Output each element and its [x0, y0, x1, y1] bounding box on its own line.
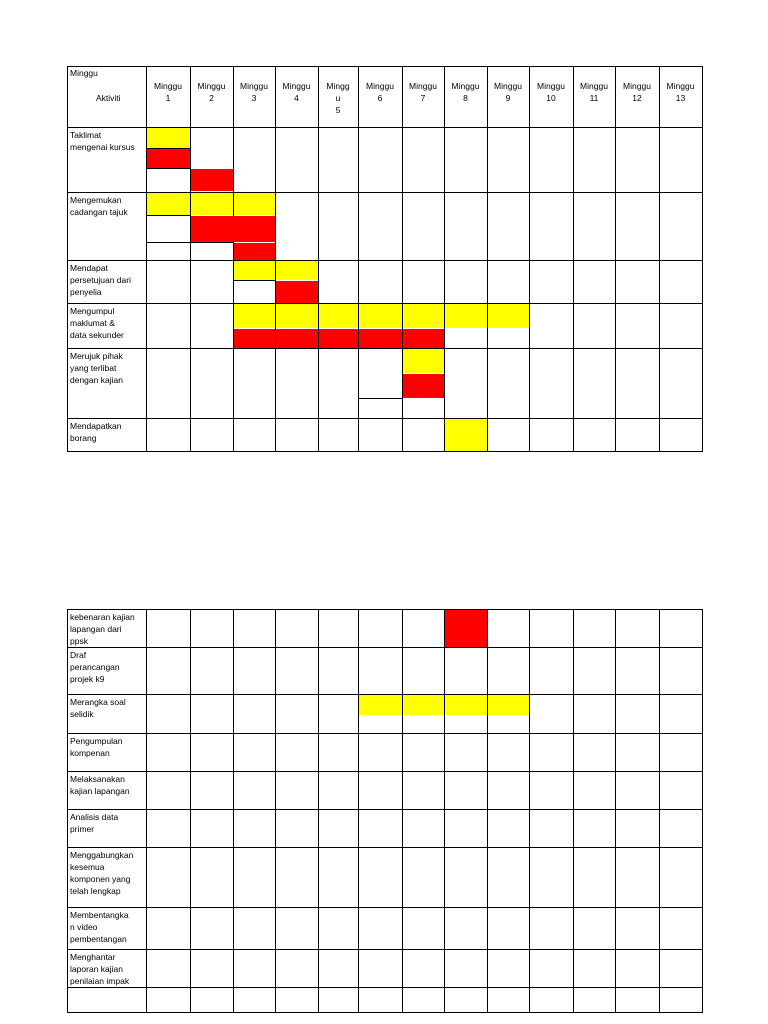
grid-column-line — [529, 66, 530, 452]
grid-row-line — [67, 260, 703, 261]
grid-column-line — [529, 609, 530, 1013]
grid-row-line — [67, 647, 703, 648]
activity-label: Analisis data primer — [70, 812, 119, 834]
grid-column-line — [487, 609, 488, 1013]
sub-line — [358, 398, 402, 399]
activity-label: Membentangka n video pembentangan — [70, 910, 129, 944]
grid-column-line — [402, 66, 403, 452]
activity-label: Mendapat persetujuan dari penyelia — [70, 263, 131, 297]
bar-actual — [146, 149, 190, 168]
grid-column-line — [318, 609, 319, 1013]
corner-label-minggu: Minggu — [70, 68, 98, 78]
bar-actual — [444, 610, 487, 647]
bar-plan — [402, 349, 444, 373]
grid-column-line — [190, 66, 191, 452]
grid-column-line — [67, 609, 68, 1013]
grid-row-line — [67, 733, 703, 734]
week-header: Minggu 2 — [197, 81, 226, 103]
week-header: Minggu 12 — [623, 81, 651, 103]
sub-line — [146, 242, 233, 243]
activity-label: Mengemukan cadangan tajuk — [70, 195, 128, 217]
grid-row-line — [67, 809, 703, 810]
activity-label: Merujuk pihak yang terlibat dengan kajian — [70, 351, 123, 385]
activity-label: Menghantar laporan kajian penilaian impak — [70, 952, 130, 986]
grid-column-line — [659, 66, 660, 452]
bar-plan — [444, 419, 487, 451]
grid-column-line — [275, 66, 276, 452]
grid-column-line — [573, 66, 574, 452]
grid-column-line — [659, 609, 660, 1013]
grid-column-line — [615, 609, 616, 1013]
bar-actual — [233, 243, 275, 260]
week-header: Minggu 3 — [240, 81, 268, 103]
grid-column-line — [275, 609, 276, 1013]
sub-line — [233, 280, 275, 281]
grid-column-line — [318, 66, 319, 452]
activity-label: Pengumpulan kompenan — [70, 736, 123, 758]
bar-plan — [233, 304, 529, 328]
grid-column-line — [444, 66, 445, 452]
grid-row-line — [67, 127, 703, 128]
grid-column-line — [487, 66, 488, 452]
corner-label-aktiviti: Aktiviti — [96, 93, 121, 103]
grid-column-line — [615, 66, 616, 452]
activity-label: Melaksanakan kajian lapangan — [70, 774, 130, 796]
grid-column-line — [146, 66, 147, 452]
grid-row-line — [67, 1012, 703, 1013]
week-header: Minggu 13 — [666, 81, 695, 103]
grid-row-line — [67, 348, 703, 349]
grid-column-line — [444, 609, 445, 1013]
grid-row-line — [67, 694, 703, 695]
grid-column-line — [358, 66, 359, 452]
week-header: Minggu 9 — [494, 81, 522, 103]
activity-label: Mengumpul maklumat & data sekunder — [70, 306, 124, 340]
grid-row-line — [67, 609, 703, 610]
grid-row-line — [67, 987, 703, 988]
grid-row-line — [67, 66, 703, 67]
sub-line — [146, 168, 190, 169]
bar-plan — [146, 128, 190, 148]
week-header: Minggu 11 — [580, 81, 608, 103]
activity-label: Taklimat mengenai kursus — [70, 130, 135, 152]
grid-row-line — [67, 847, 703, 848]
grid-column-line — [67, 66, 68, 452]
grid-row-line — [67, 907, 703, 908]
grid-column-line — [233, 66, 234, 452]
bar-plan — [146, 193, 275, 215]
grid-column-line — [146, 609, 147, 1013]
grid-column-line — [233, 609, 234, 1013]
week-header: Mingg u 5 — [326, 81, 350, 115]
bar-actual — [190, 169, 233, 191]
week-header: Minggu 7 — [409, 81, 437, 103]
grid-row-line — [67, 771, 703, 772]
grid-row-line — [67, 418, 703, 419]
activity-label: kebenaran kajian lapangan dari ppsk — [70, 612, 135, 646]
week-header: Minggu 6 — [366, 81, 394, 103]
grid-column-line — [702, 609, 703, 1013]
sub-line — [146, 148, 190, 149]
grid-column-line — [358, 609, 359, 1013]
week-header: Minggu 1 — [154, 81, 182, 103]
grid-row-line — [67, 949, 703, 950]
activity-label: Merangka soal selidik — [70, 697, 126, 719]
bar-actual — [233, 329, 444, 348]
bar-actual — [275, 281, 318, 303]
activity-label: Mendapatkan borang — [70, 421, 122, 443]
grid-column-line — [702, 66, 703, 452]
grid-row-line — [67, 451, 703, 452]
bar-actual — [402, 374, 444, 398]
week-header: Minggu 4 — [282, 81, 311, 103]
grid-row-line — [67, 192, 703, 193]
week-header: Minggu 8 — [451, 81, 480, 103]
grid-column-line — [573, 609, 574, 1013]
sub-line — [146, 215, 190, 216]
grid-column-line — [402, 609, 403, 1013]
activity-label: Draf perancangan projek k9 — [70, 650, 120, 684]
week-header: Minggu 10 — [537, 81, 565, 103]
grid-column-line — [190, 609, 191, 1013]
grid-row-line — [67, 303, 703, 304]
activity-label: Menggabungkan kesemua komponen yang telah lengkap — [70, 850, 134, 896]
